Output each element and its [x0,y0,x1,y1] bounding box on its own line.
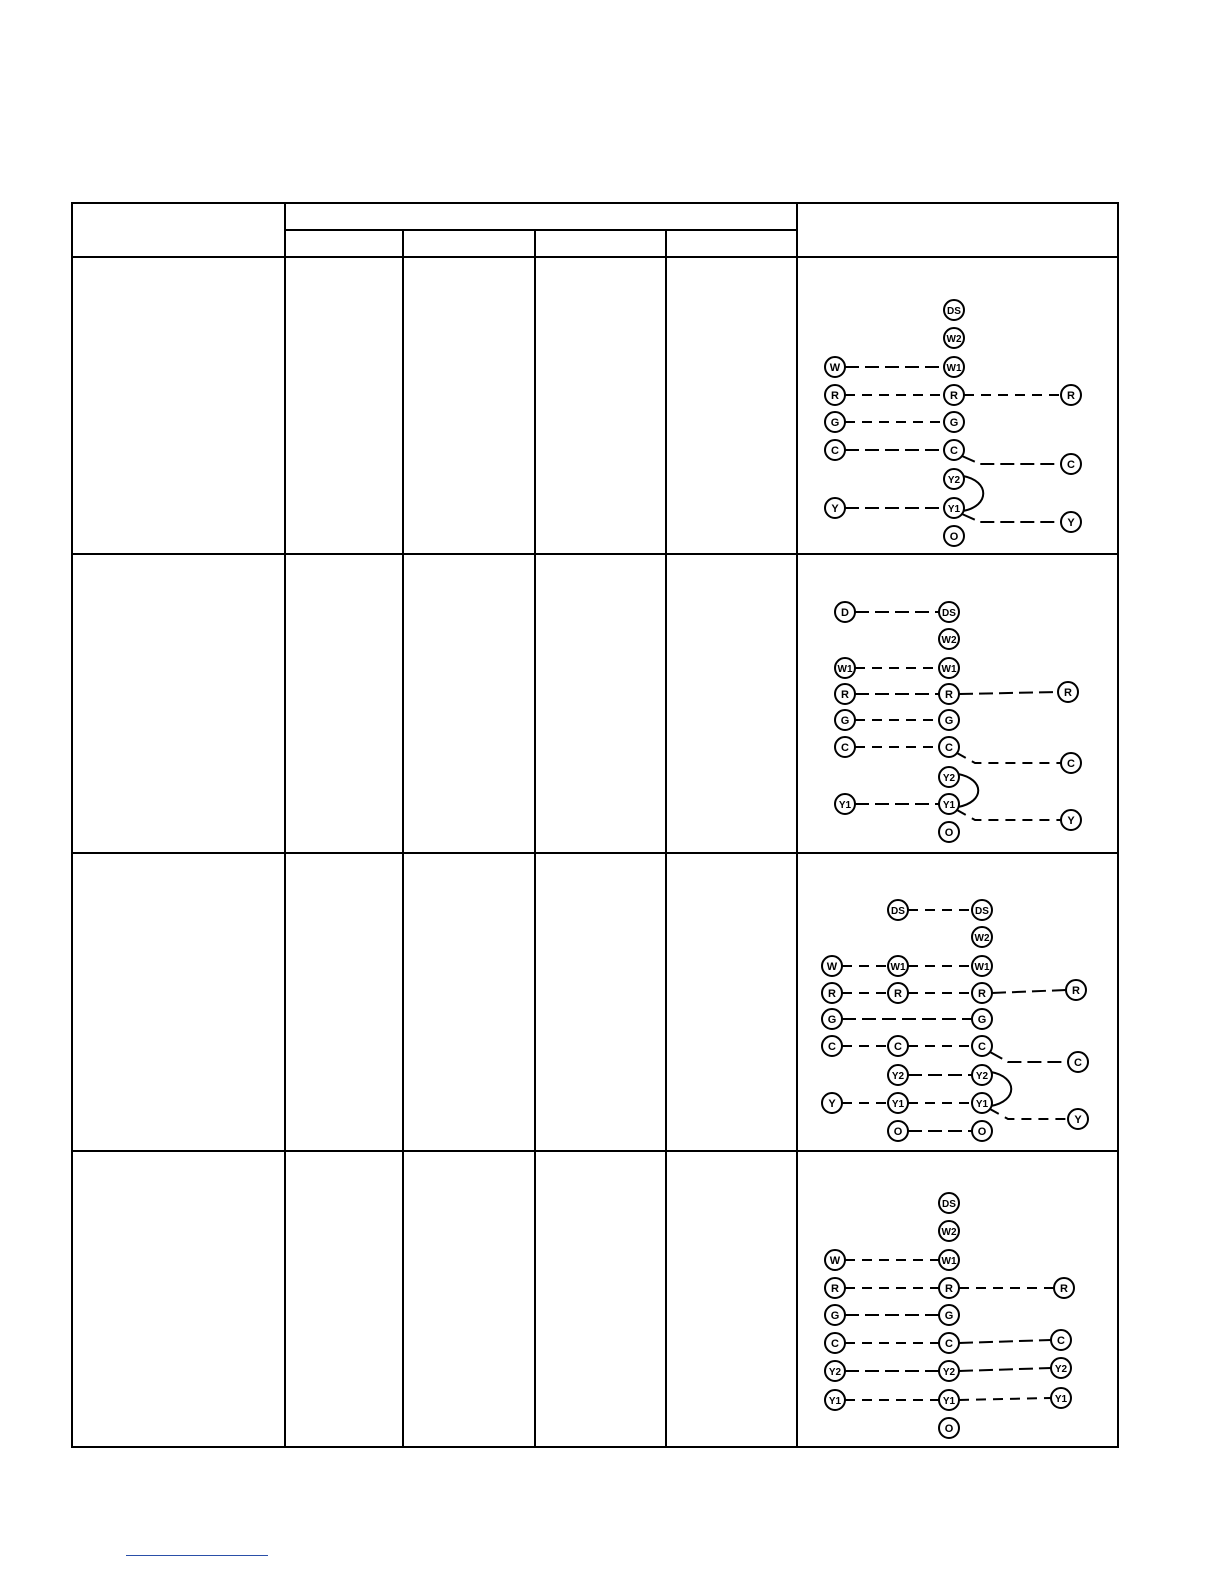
terminal-label: Y2 [1054,1364,1068,1375]
terminal [825,1333,845,1353]
wire-dashed [962,514,1061,522]
wiring-diagram-4 [825,1193,1074,1438]
terminal-label: Y2 [947,475,961,486]
terminal [825,357,845,377]
terminal [939,1361,959,1381]
terminal-label: G [977,1014,987,1026]
terminal-label: Y2 [975,1071,989,1082]
terminal-label: C [841,742,849,754]
terminal [944,412,964,432]
terminal-label: G [944,715,954,727]
wire-dashed [959,692,1058,694]
wire-dashed [959,1340,1051,1343]
terminal-label: C [1074,1057,1082,1069]
terminal [1068,1052,1088,1072]
terminal [835,794,855,814]
terminal [944,300,964,320]
terminal-label: Y1 [942,1396,956,1407]
terminal-label: Y2 [828,1367,842,1378]
terminal-label: G [830,417,840,429]
terminal [1068,1109,1088,1129]
footer-rule [126,1555,268,1556]
terminal-label: R [828,988,836,1000]
terminal-label: W2 [941,635,957,646]
terminal-label: C [831,445,839,457]
terminal-label: Y2 [942,773,956,784]
terminal [972,900,992,920]
terminal [972,1093,992,1113]
terminal [939,658,959,678]
terminal-label: R [841,689,849,701]
terminal-label: W1 [946,363,962,374]
terminal-label: Y2 [891,1071,905,1082]
terminal [939,767,959,787]
terminal [835,737,855,757]
terminal [939,737,959,757]
terminal [822,956,842,976]
terminal [939,1193,959,1213]
terminal-label: W1 [837,664,853,675]
terminal-label: W [829,1255,841,1267]
terminal-label: W1 [941,664,957,675]
terminal-label: Y1 [838,800,852,811]
terminal [939,684,959,704]
terminal [835,658,855,678]
wiring-connections [842,367,1068,1400]
terminal-label: O [944,1423,954,1435]
terminal-markers [822,300,1088,1438]
terminal-label: W1 [941,1256,957,1267]
terminal [888,1093,908,1113]
terminal [944,357,964,377]
terminal [944,498,964,518]
terminal-label: C [1067,459,1075,471]
terminal [944,440,964,460]
terminal [944,526,964,546]
terminal [972,956,992,976]
terminal [825,1390,845,1410]
terminal-label: C [945,1338,953,1350]
terminal-label: Y1 [1054,1394,1068,1405]
terminal [1054,1278,1074,1298]
terminal [939,1390,959,1410]
terminal [1061,454,1081,474]
terminal [888,1121,908,1141]
terminal [944,469,964,489]
terminal-label: Y1 [828,1396,842,1407]
terminal-label: Y [1074,1114,1082,1126]
terminal [825,1278,845,1298]
terminal-label: DS [891,906,905,917]
terminal [939,1418,959,1438]
terminal [972,1036,992,1056]
terminal-label: DS [942,608,956,619]
terminal [972,1065,992,1085]
terminal [822,1093,842,1113]
terminal-label: Y [828,1098,836,1110]
terminal-label: W [826,961,838,973]
terminal [822,1009,842,1029]
terminal-label: C [1067,758,1075,770]
terminal-label: O [949,531,959,543]
terminal [939,710,959,730]
wire-dashed [957,753,1061,763]
terminal [835,684,855,704]
terminal-label: W2 [946,334,962,345]
terminal-label: C [1057,1335,1065,1347]
terminal [1061,512,1081,532]
terminal-label: G [830,1310,840,1322]
terminal-label: Y1 [891,1099,905,1110]
terminal-label: Y1 [947,504,961,515]
terminal [972,983,992,1003]
terminal-label: G [827,1014,837,1026]
terminal-label: R [1067,390,1075,402]
terminal [939,794,959,814]
terminal [972,1009,992,1029]
terminal [1051,1330,1071,1350]
wiring-diagram-3 [822,900,1088,1141]
terminal [939,1333,959,1353]
terminal [825,1305,845,1325]
terminal-label: C [831,1338,839,1350]
terminal-label: R [894,988,902,1000]
terminal-label: Y1 [942,800,956,811]
terminal [888,900,908,920]
terminal-label: G [949,417,959,429]
terminal-label: R [978,988,986,1000]
terminal [1058,682,1078,702]
wire-dashed [990,1052,1068,1062]
terminal-label: Y2 [942,1367,956,1378]
terminal [1061,753,1081,773]
terminal [835,710,855,730]
terminal-label: O [977,1126,987,1138]
jumper-wire [963,476,983,511]
terminal [888,1065,908,1085]
terminal-label: Y [1067,815,1075,827]
terminal [825,498,845,518]
wire-dashed [992,990,1066,993]
wire-dashed [959,1368,1051,1371]
terminal [939,1221,959,1241]
terminal [825,385,845,405]
terminal-label: R [831,390,839,402]
terminal-label: Y [831,503,839,515]
terminal-label: W [829,362,841,374]
wire-dashed [962,456,1061,464]
terminal-label: C [945,742,953,754]
wire-dashed [959,1398,1051,1400]
terminal-label: G [840,715,850,727]
terminal [822,983,842,1003]
terminal [939,1278,959,1298]
terminal-label: C [894,1041,902,1053]
terminal-label: O [944,827,954,839]
terminal [1051,1358,1071,1378]
terminal-label: W1 [890,962,906,973]
terminal [939,822,959,842]
terminal [972,1121,992,1141]
jumper-wire [958,774,978,807]
terminal-label: C [950,445,958,457]
terminal-label: Y1 [975,1099,989,1110]
terminal [825,412,845,432]
terminal [944,328,964,348]
wire-dashed [957,810,1061,820]
terminal-label: C [828,1041,836,1053]
terminal [939,629,959,649]
terminal [939,1305,959,1325]
terminal [1066,980,1086,1000]
wire-dashed [990,1109,1068,1119]
terminal-label: W2 [974,933,990,944]
terminal-label: C [978,1041,986,1053]
terminal [1061,385,1081,405]
wiring-diagram-2 [835,602,1081,842]
terminal-label: W2 [941,1227,957,1238]
terminal-label: R [1072,985,1080,997]
terminal [1061,810,1081,830]
terminal-label: R [1064,687,1072,699]
terminal [825,440,845,460]
terminal [825,1361,845,1381]
terminal [972,927,992,947]
terminal-label: R [1060,1283,1068,1295]
terminal-label: R [945,689,953,701]
terminal-label: R [950,390,958,402]
terminal-label: Y [1067,517,1075,529]
terminal-label: G [944,1310,954,1322]
terminal [888,983,908,1003]
terminal-label: DS [942,1199,956,1210]
terminal [822,1036,842,1056]
terminal-label: O [893,1126,903,1138]
terminal [939,602,959,622]
terminal [944,385,964,405]
terminal-label: R [831,1283,839,1295]
terminal-label: DS [947,306,961,317]
terminal [888,956,908,976]
terminal [939,1250,959,1270]
terminal-label: DS [975,906,989,917]
terminal-label: R [945,1283,953,1295]
terminal-label: D [841,607,849,619]
terminal [835,602,855,622]
jumper-wire [991,1072,1011,1106]
terminal [825,1250,845,1270]
terminal-label: W1 [974,962,990,973]
terminal [1051,1388,1071,1408]
terminal [888,1036,908,1056]
